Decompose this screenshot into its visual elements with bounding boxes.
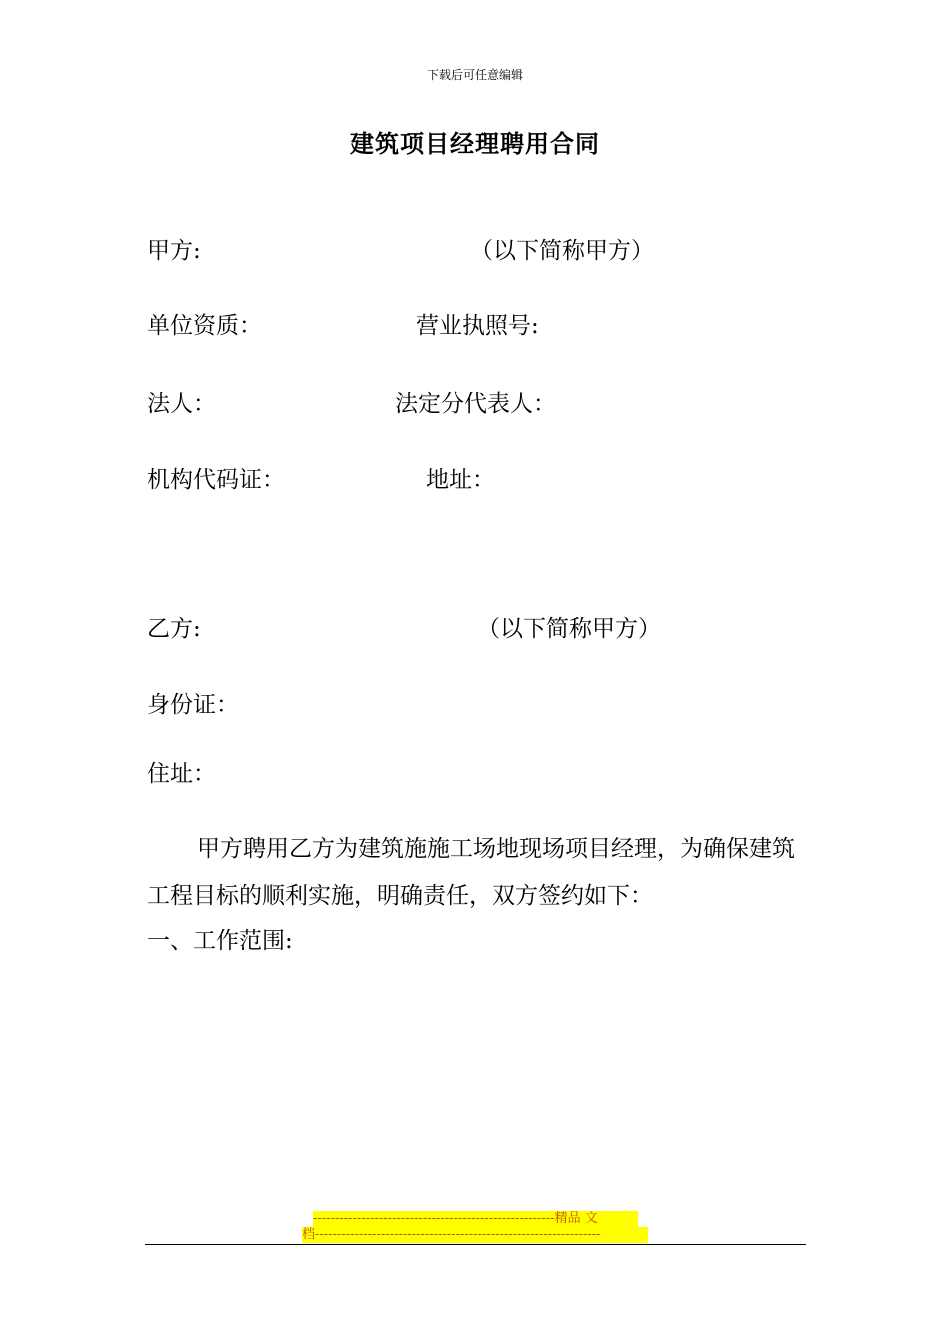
party-a-label: 甲方: — [147, 238, 201, 264]
residence-label: 住址： — [147, 761, 216, 787]
footer-divider — [145, 1244, 806, 1245]
legal-representative-label: 法定分代表人： — [395, 391, 556, 417]
party-b-label: 乙方: — [147, 616, 201, 642]
license-number-label: 营业执照号: — [416, 313, 539, 339]
section-1-heading: 一、工作范围: — [147, 928, 293, 954]
intro-paragraph-text: 甲方聘用乙方为建筑施施工场地现场项目经理，为确保建筑工程目标的顺利实施，明确责任，双方签约如下： — [147, 836, 795, 909]
party-a-address-label: 地址： — [426, 467, 495, 493]
intro-paragraph — [147, 826, 807, 920]
party-b-alias: （以下简称甲方） — [477, 616, 661, 642]
footer-stamp-line-2: 档----------------------------------------------------------------- — [302, 1227, 648, 1243]
header-note: 下载后可任意编辑 — [426, 68, 523, 82]
party-a-alias: （以下简称甲方） — [470, 238, 654, 264]
legal-person-label: 法人： — [147, 391, 216, 417]
document-title: 建筑项目经理聘用合同 — [350, 129, 600, 158]
id-card-label: 身份证： — [147, 692, 239, 718]
org-code-label: 机构代码证： — [147, 467, 285, 493]
footer-stamp-line-1: -------------------------------------------------------精品 文 — [313, 1211, 638, 1227]
qualification-label: 单位资质： — [147, 313, 262, 339]
